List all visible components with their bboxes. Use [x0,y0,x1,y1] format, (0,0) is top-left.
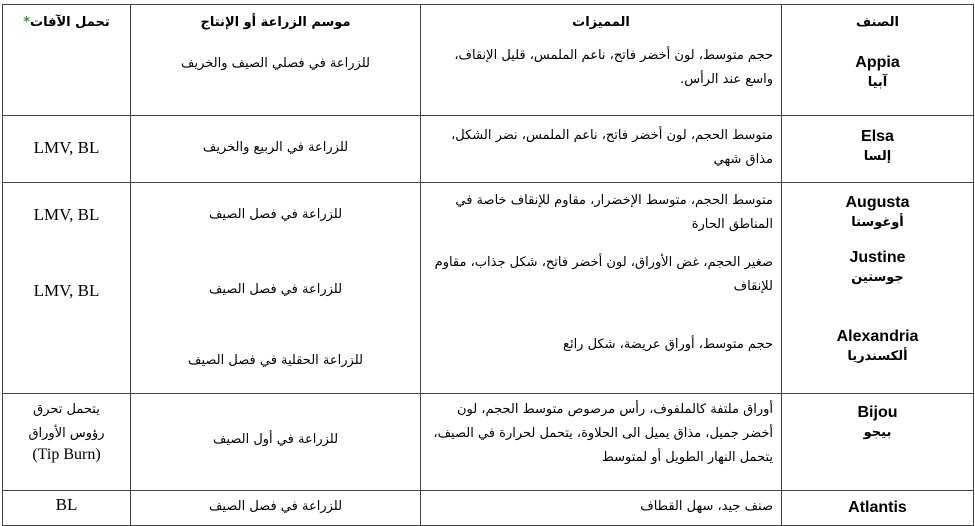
header-features [421,5,782,116]
pest-tolerance: LMV, BL [33,138,100,157]
pest-tolerance: LMV, BL [33,281,100,300]
variety-cell [782,116,974,183]
header-pest [3,5,131,116]
header-features-label: المميزات [572,15,630,30]
variety-features: متوسط الحجم، لون أخضر فاتح، ناعم الملمس، نضر الشكل، مذاق شهي [451,128,773,167]
variety-features: صغير الحجم، غض الأوراق، لون أخضر فاتح، شكل جذاب، مقاوم للإنقاف [434,255,773,294]
season-cell [131,491,421,526]
header-variety [782,5,974,116]
pest-cell [3,116,131,183]
variety-season: للزراعة في أول الصيف [212,432,339,447]
pest-tolerance: (Tip Burn) [32,446,101,463]
variety-name-en: Elsa [861,128,894,145]
variety-cell [782,183,974,394]
variety-features: أوراق ملتفة كالملفوف، رأس مرصوص متوسط الحجم، لون أخضر جميل، مذاق يميل الى الحلاوة، يتحمل لحرارة في الصيف، يتحمل النهار الطويل أو لمتوسط [433,402,773,465]
variety-season: للزراعة في الربيع والخريف [202,140,349,155]
pest-tolerance: BL [55,495,78,514]
variety-season: للزراعة في فصلي الصيف والخريف [181,56,370,71]
season-cell [131,116,421,183]
features-cell [421,491,782,526]
variety-name-en: Alexandria [836,328,919,345]
variety-season: للزراعة في فصل الصيف [208,207,343,222]
varieties-table [2,4,974,526]
variety-cell [782,491,974,526]
variety-name-ar: آبيا [867,75,888,90]
pest-tolerance-ar: يتحمل تحرق [33,402,100,417]
header-season-label: موسم الزراعة أو الإنتاج [200,15,351,30]
variety-name-ar: بيجو [863,425,892,440]
variety-name-en: Augusta [845,194,910,211]
header-variety-label: الصنف [856,15,899,30]
table-row [3,394,974,491]
asterisk-icon: * [23,15,31,30]
variety-name-en: Atlantis [848,499,907,516]
variety-name-en: Appia [855,54,900,71]
variety-name-en: Bijou [857,404,898,421]
variety-name-ar: إلسا [863,149,892,164]
table-row [3,491,974,526]
variety-name-ar: أوغوستا [851,215,904,230]
features-cell [421,116,782,183]
pest-cell [3,183,131,394]
variety-season: للزراعة الحقلية في فصل الصيف [188,353,363,368]
variety-features: حجم متوسط، أوراق عريضة، شكل رائع [563,337,773,352]
features-cell [421,183,782,394]
variety-name-ar: ألكسندريا [847,349,908,364]
features-cell [421,394,782,491]
pest-cell [3,491,131,526]
table-row [3,116,974,183]
variety-features: حجم متوسط، لون أخضر فاتح، ناعم الملمس، قليل الإنقاف، واسع عند الرأس. [454,48,773,87]
variety-season: للزراعة في فصل الصيف [208,282,343,297]
variety-name-en: Justine [849,249,906,266]
variety-season: للزراعة في فصل الصيف [208,499,343,514]
header-season [131,5,421,116]
variety-features: متوسط الحجم، متوسط الإخضرار، مقاوم للإنقاف خاصة في المناطق الحارة [455,193,773,232]
season-cell [131,394,421,491]
variety-cell [782,394,974,491]
table-row [3,183,974,394]
pest-tolerance-ar: رؤوس الأوراق [28,426,105,441]
variety-name-ar: جوستين [851,270,904,285]
pest-tolerance: LMV, BL [33,205,100,224]
variety-features: صنف جيد، سهل القطاف [640,499,773,514]
header-pest-label: تحمل الآفات [30,15,110,30]
season-cell [131,183,421,394]
pest-cell [3,394,131,491]
